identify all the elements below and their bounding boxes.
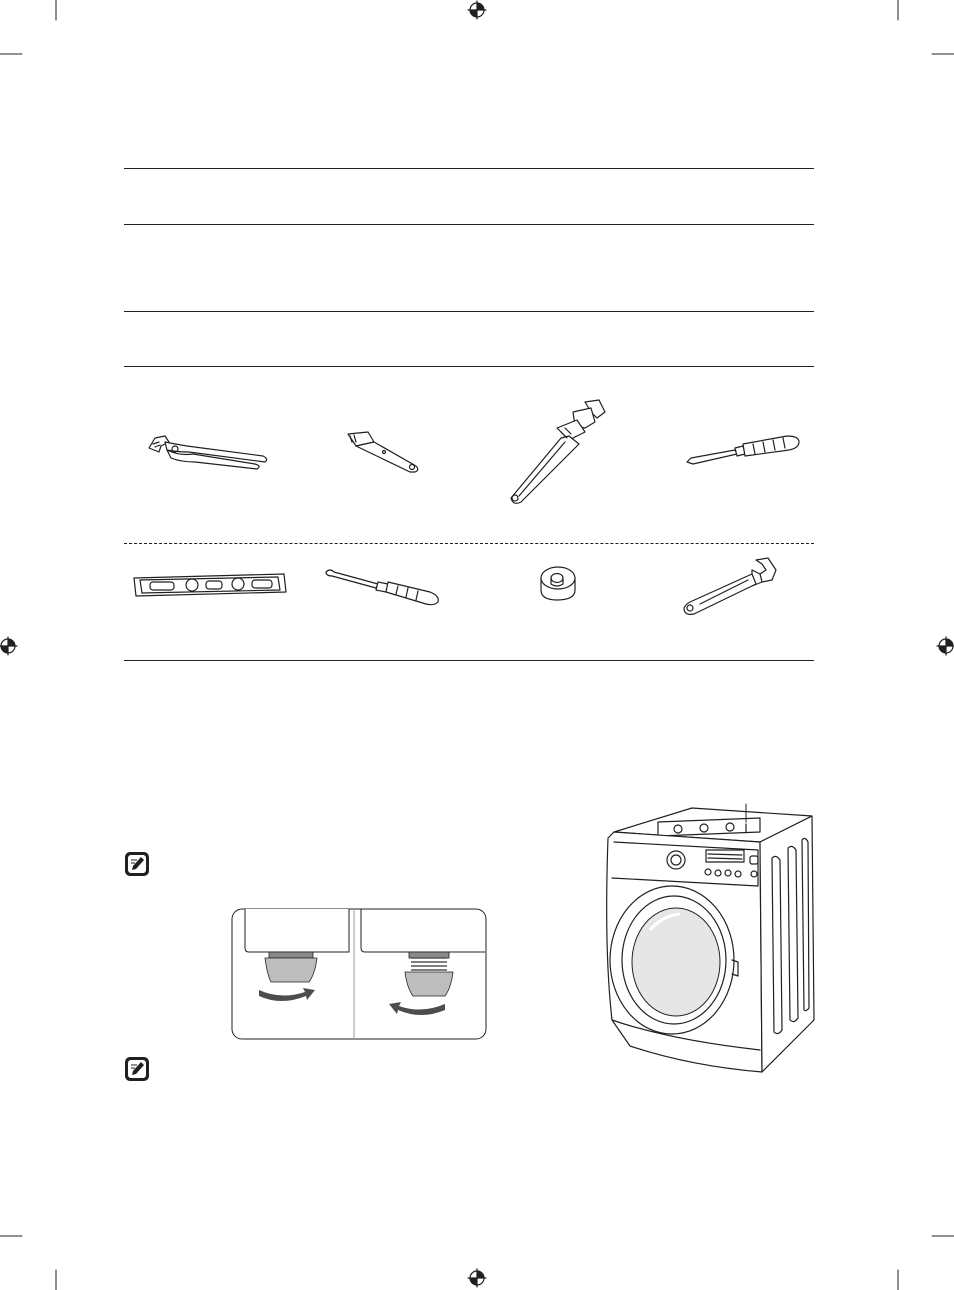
registration-mark-left xyxy=(0,634,20,658)
note-icon xyxy=(124,1056,150,1082)
table-rule-1 xyxy=(124,168,814,169)
open-end-wrench-icon xyxy=(680,556,780,618)
washer-with-level-icon xyxy=(600,800,818,1080)
registration-mark-bottom xyxy=(465,1266,489,1290)
table-rule-3 xyxy=(124,311,814,312)
note-icon xyxy=(124,851,150,877)
registration-mark-right xyxy=(934,634,954,658)
pliers-icon xyxy=(145,432,270,472)
phillips-screwdriver-icon xyxy=(324,566,444,606)
utility-knife-icon xyxy=(344,430,422,475)
tools-divider xyxy=(124,543,814,544)
leveling-feet-illustration xyxy=(231,908,487,1040)
pipe-wrench-icon xyxy=(505,398,609,506)
thread-tape-icon xyxy=(535,562,581,604)
registration-mark-top xyxy=(465,0,489,24)
table-rule-2 xyxy=(124,224,814,225)
flathead-screwdriver-icon xyxy=(683,432,805,466)
level-icon xyxy=(130,570,288,598)
table-rule-5 xyxy=(124,660,814,661)
table-rule-4 xyxy=(124,366,814,367)
